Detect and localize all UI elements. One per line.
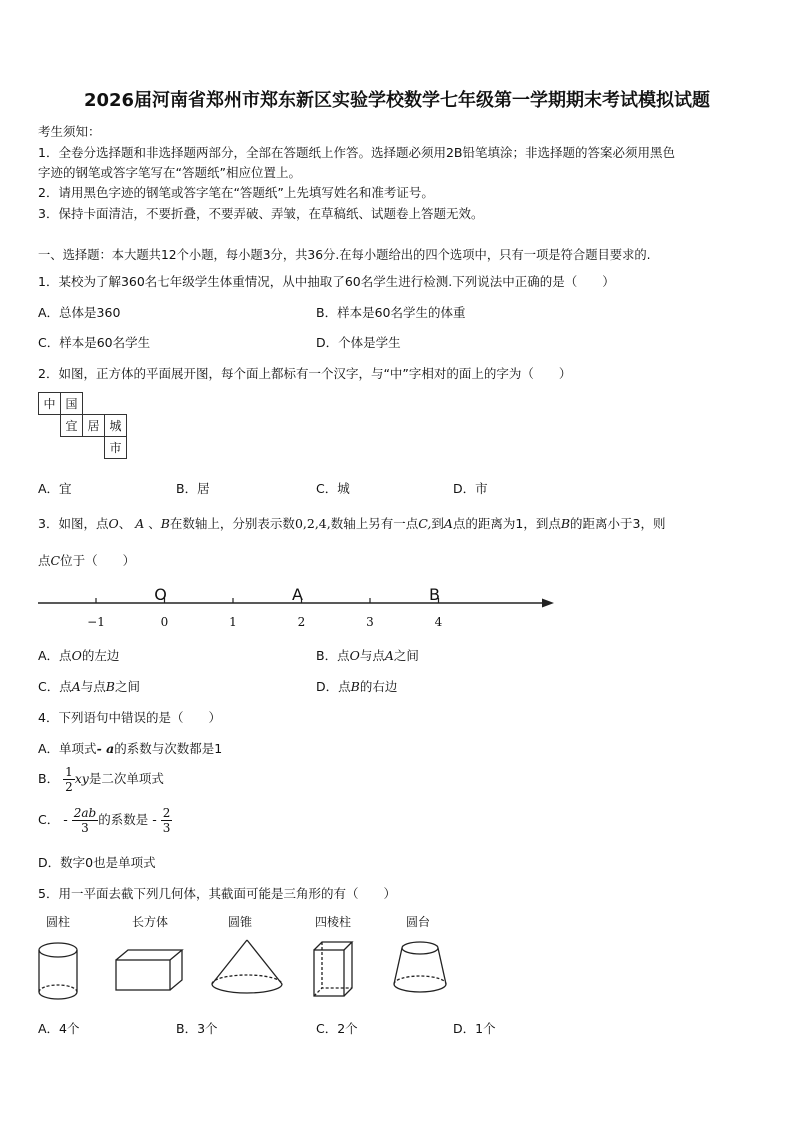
q2-option-b: B．居	[176, 481, 210, 496]
q3-text: 到	[431, 516, 444, 531]
cone-shape	[212, 940, 282, 993]
shape-label-frustum: 圆台	[405, 915, 430, 929]
cylinder-shape	[39, 943, 77, 999]
q3-var-b: B	[560, 516, 571, 531]
shape-label-cylinder: 圆柱	[45, 915, 70, 929]
axis-tick-label: 2	[297, 615, 306, 629]
solids-figure	[30, 936, 460, 1006]
shape-label-prism: 四棱柱	[314, 915, 351, 929]
q2-stem: 2．如图，正方体的平面展开图，每个面上都标有一个汉字，与“中”字相对的面上的字为（ ）	[38, 366, 572, 381]
q5-option-c: C．2个	[316, 1021, 358, 1036]
q3-text: 、	[118, 516, 132, 531]
q3-text: 点的距离为1，到点	[452, 516, 561, 531]
section-heading: 一、选择题：本大题共12个小题，每小题3分，共36分.在每小题给出的四个选项中，只有一项是符合题目要求的.	[38, 248, 651, 262]
shape-label-cone: 圆锥	[227, 915, 252, 929]
q3-var-a: A	[443, 516, 453, 531]
option-var: A	[384, 648, 394, 663]
option-var: O	[71, 648, 82, 663]
option-text: 是二次单项式	[88, 771, 164, 786]
net-cell-6: 市	[105, 437, 127, 459]
option-text: 与点	[80, 679, 106, 694]
axis-tick-label: 0	[160, 615, 169, 629]
option-text: B．	[38, 771, 60, 786]
q1-option-a: A．总体是360	[38, 305, 121, 320]
q4-stem: 4．下列语句中错误的是（ ）	[38, 710, 221, 725]
net-cell-2: 国	[61, 393, 83, 415]
option-text: C．点	[38, 679, 72, 694]
q4-option-c	[38, 806, 172, 835]
q3-text: 数轴上另有一点	[330, 516, 419, 531]
fraction-denominator: 3	[81, 821, 89, 835]
q3-option-d	[316, 677, 397, 695]
notice-line-3: 2．请用黑色字迹的钢笔或答字笔在“答题纸”上先填写姓名和准考证号。	[38, 185, 434, 200]
fraction-denominator: 2	[65, 780, 73, 794]
q1-option-c: C．样本是60名学生	[38, 335, 151, 350]
notice-heading: 考生须知：	[38, 124, 101, 139]
prism-shape	[314, 942, 352, 996]
q5-option-a: A．4个	[38, 1021, 80, 1036]
net-cell-5: 城	[105, 415, 127, 437]
option-text: D．点	[316, 679, 351, 694]
q3-option-c	[38, 677, 140, 695]
fraction-2ab-over-3	[72, 806, 98, 835]
q3-var-a: A	[135, 516, 145, 531]
notice-line-1: 1．全卷分选择题和非选择题两部分，全部在答题纸上作答。选择题必须用2B铅笔填涂；非选择题的答案必须用黑色	[38, 145, 675, 160]
q3-stem-line-2	[38, 551, 135, 569]
q4-option-a	[38, 739, 222, 757]
q3-text: 的距离小于3，则	[570, 516, 666, 531]
q3-var-c: C	[50, 553, 61, 568]
notice-line-2: 字迹的钢笔或答字笔写在“答题纸”相应位置上。	[38, 165, 301, 180]
option-math: -	[63, 812, 68, 827]
option-text: 的系数与次数都是1	[114, 741, 223, 756]
q3-stem-line-1	[38, 514, 666, 532]
q5-option-b: B．3个	[176, 1021, 218, 1036]
option-text: 之间	[393, 648, 419, 663]
q2-option-c: C．城	[316, 481, 350, 496]
q2-option-d: D．市	[453, 481, 488, 496]
q5-option-d: D．1个	[453, 1021, 496, 1036]
option-text: A．点	[38, 648, 72, 663]
q3-option-b	[316, 646, 419, 664]
option-var: A	[71, 679, 81, 694]
q5-stem: 5．用一平面去截下列几何体，其截面可能是三角形的有（ ）	[38, 886, 396, 901]
option-math: -	[152, 812, 157, 827]
option-text: C．	[38, 812, 60, 827]
cube-net-figure	[38, 392, 127, 459]
option-text: B．点	[316, 648, 350, 663]
number-line-arrow	[542, 599, 554, 608]
option-var: O	[349, 648, 360, 663]
option-text: A．单项式	[38, 741, 97, 756]
q2-option-a: A．宜	[38, 481, 72, 496]
fraction-numerator: 1	[65, 765, 73, 779]
q4-option-d: D．数字0也是单项式	[38, 855, 156, 870]
number-line-figure	[34, 584, 564, 632]
option-text: 的左边	[81, 648, 120, 663]
option-math: xy	[74, 771, 89, 786]
q3-text: 在数轴上，分别表示数	[169, 516, 295, 531]
q3-numbers: 0,2,4,	[294, 516, 331, 531]
q3-text: 位于（ ）	[60, 553, 136, 568]
q1-option-d: D．个体是学生	[316, 335, 401, 350]
option-math: - a	[96, 741, 115, 756]
frustum-shape	[394, 942, 446, 992]
option-text: 与点	[359, 648, 385, 663]
page-title: 2026届河南省郑州市郑东新区实验学校数学七年级第一学期期末考试模拟试题	[83, 90, 711, 111]
net-cell-3: 宜	[61, 415, 83, 437]
q1-stem: 1．某校为了解360名七年级学生体重情况，从中抽取了60名学生进行检测.下列说法中正确的是（ ）	[38, 274, 615, 289]
axis-point-label: A	[292, 585, 303, 604]
option-var: B	[350, 679, 360, 694]
fraction-2-over-3	[161, 806, 173, 835]
fraction-numerator: 2ab	[73, 806, 97, 820]
net-cell-1: 中	[39, 393, 61, 415]
q3-option-a	[38, 646, 119, 664]
axis-tick-label: 4	[434, 615, 443, 629]
fraction-one-half	[63, 765, 75, 794]
q3-var-c: C,	[418, 516, 432, 531]
shape-label-cuboid: 长方体	[131, 915, 168, 929]
axis-tick-label: −1	[87, 615, 105, 629]
q4-option-b	[38, 765, 164, 794]
option-text: 的系数是	[98, 812, 149, 827]
axis-tick-label: 3	[366, 615, 374, 629]
q3-text: 3．如图，点	[38, 516, 109, 531]
q3-var-o: O	[108, 516, 119, 531]
cuboid-shape	[116, 950, 182, 990]
option-var: B	[105, 679, 115, 694]
option-text: 的右边	[359, 679, 398, 694]
axis-point-label: B	[429, 585, 440, 604]
q3-var-b: B	[160, 516, 170, 531]
axis-point-labels	[154, 585, 440, 604]
axis-tick-label: 1	[229, 615, 237, 629]
q1-option-b: B．样本是60名学生的体重	[316, 305, 466, 320]
fraction-numerator: 2	[162, 806, 171, 820]
option-text: 之间	[114, 679, 140, 694]
axis-point-label: O	[154, 585, 167, 604]
notice-line-4: 3．保持卡面清洁，不要折叠，不要弄破、弄皱，在草稿纸、试题卷上答题无效。	[38, 206, 484, 221]
fraction-denominator: 3	[162, 821, 171, 835]
net-cell-4: 居	[83, 415, 105, 437]
q3-text: 、	[148, 516, 161, 531]
q3-text: 点	[38, 553, 51, 568]
